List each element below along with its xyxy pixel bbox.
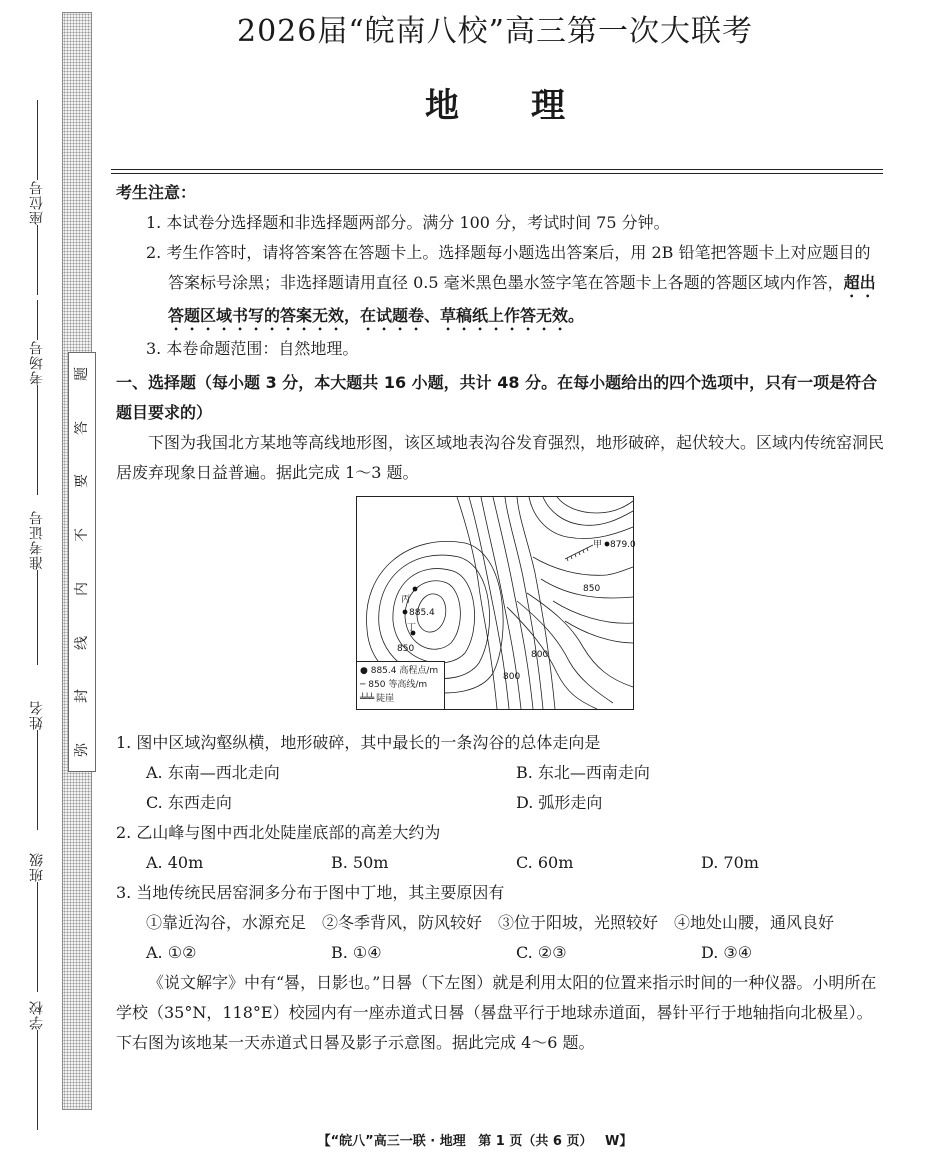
page-footer (0, 1130, 950, 1149)
no-answer-warning (68, 352, 96, 772)
bing-label: 丙 (401, 595, 411, 605)
school-field[interactable]: 学校 (22, 1000, 52, 1130)
ding-label: 丁 (407, 623, 417, 633)
warning-char: 内 (74, 581, 90, 596)
question-stem: 2. 乙山峰与图中西北处陡崖底部的高差大约为 (116, 823, 441, 842)
warning-char: 封 (74, 689, 90, 704)
answer-options (116, 938, 886, 968)
seat-number-field[interactable]: 座位号 (22, 100, 52, 295)
option-c: C. 东西走向 (146, 793, 232, 812)
admission-number-field[interactable]: 准考证号 (22, 510, 52, 665)
warning-char: 答 (74, 420, 90, 435)
contour-map (356, 496, 634, 710)
notice-item: 1. 本试卷分选择题和非选择题两部分。满分 100 分，考试时间 75 分钟。 (146, 213, 670, 232)
contour-label: 800 (531, 650, 549, 660)
contour-label: 850 (583, 584, 601, 594)
question-stem: 1. 图中区域沟壑纵横，地形破碎，其中最长的一条沟谷的总体走向是 (116, 733, 601, 752)
option-b: B. ①④ (331, 943, 382, 962)
jia-label: 甲 (593, 540, 603, 550)
contour-label: 850 (397, 644, 415, 654)
warning-char: 不 (74, 528, 90, 543)
legend-point: ● 885.4 高程点/m (360, 666, 439, 676)
section-heading: 一、选择题（每小题 3 分，本大题共 16 小题，共计 48 分。在每小题给出的四个选项中，只有一项是符合题目要求的） (116, 373, 878, 422)
footer-code: W】 (605, 1134, 633, 1149)
exam-room-field[interactable]: 考场号 (22, 300, 52, 495)
legend-contour: ─ 850 等高线/m (360, 680, 428, 690)
option-c: C. 60m (516, 853, 574, 872)
answer-options (116, 758, 886, 788)
option-d: D. 70m (701, 853, 759, 872)
exam-content (116, 178, 886, 1058)
subject-char: 地 (425, 86, 459, 126)
option-a: A. 40m (146, 853, 204, 872)
footer-page: 第 1 页（共 6 页） (478, 1134, 593, 1149)
bing-point (413, 587, 418, 592)
jia-height: 879.0 (610, 540, 636, 550)
answer-options (116, 788, 886, 818)
question-choices: ①靠近沟谷，水源充足 ②冬季背风，防风较好 ③位于阳坡，光照较好 ④地处山腰，通风良好 (146, 913, 835, 932)
question-stem: 3. 当地传统民居窑洞多分布于图中丁地，其主要原因有 (116, 883, 505, 902)
contour-map-figure (116, 496, 886, 722)
warning-char: 题 (74, 367, 90, 381)
option-b: B. 东北—西南走向 (516, 763, 650, 782)
option-d: D. ③④ (701, 943, 753, 962)
footer-exam: 【“皖八”高三一联 · 地理 (317, 1134, 466, 1149)
option-c: C. ②③ (516, 943, 567, 962)
passage-sundial: 《说文解字》中有“晷，日影也。”日晷（下左图）就是利用太阳的位置来指示时间的一种仪器。小明所在学校（35°N，118°E）校园内有一座赤道式日晷（晷盘平行于地球赤道面，晷针平行于地轴指向北极星）。下右图为该地某一天赤道式日晷及影子示意图。据此完成 4～6 题。 (116, 973, 877, 1052)
notice-item: 3. 本卷命题范围：自然地理。 (146, 339, 359, 358)
option-d: D. 弧形走向 (516, 793, 603, 812)
name-field[interactable]: 姓名 (22, 700, 52, 830)
subject-char: 理 (531, 86, 565, 126)
header-rule (111, 173, 883, 174)
option-a: A. ①② (146, 943, 197, 962)
jia-point (605, 542, 610, 547)
option-a: A. 东南—西北走向 (146, 763, 280, 782)
class-field[interactable]: 班级 (22, 852, 52, 992)
warning-char: 要 (74, 474, 90, 489)
yi-peak-point (403, 610, 408, 615)
subject-title (0, 78, 950, 127)
warning-char: 线 (74, 635, 90, 650)
yi-height: 885.4 (409, 608, 435, 618)
question-intro: 下图为我国北方某地等高线地形图，该区域地表沟谷发育强烈，地形破碎，起伏较大。区域内传统窑洞民居废弃现象日益普遍。据此完成 1～3 题。 (116, 433, 885, 482)
warning-char: 弥 (74, 742, 90, 757)
header-rule (111, 169, 883, 170)
exam-title: 2026届“皖南八校”高三第一次大联考 (236, 14, 754, 49)
contour-label: 800 (503, 672, 521, 682)
answer-options (116, 848, 886, 878)
map-legend (357, 661, 445, 709)
notice-item: 2. 考生作答时，请将答案答在答题卡上。选择题每小题选出答案后，用 2B 铅笔把答题卡上对应题目的答案标号涂黑；非选择题请用直径 0.5 毫米黑色墨水签字笔在答题卡上各题的答题区域内作答，超出答题区域书写的答案无效，在试题卷、草稿纸上作答无效。 (146, 243, 876, 325)
option-b: B. 50m (331, 853, 389, 872)
notice-heading: 考生注意： (116, 183, 197, 202)
legend-cliff: ╧╧╧ 陡崖 (360, 694, 395, 704)
emphasized-warning: 超出答题区域书写的答案无效，在试题卷、草稿纸上作答无效。 (168, 273, 876, 325)
